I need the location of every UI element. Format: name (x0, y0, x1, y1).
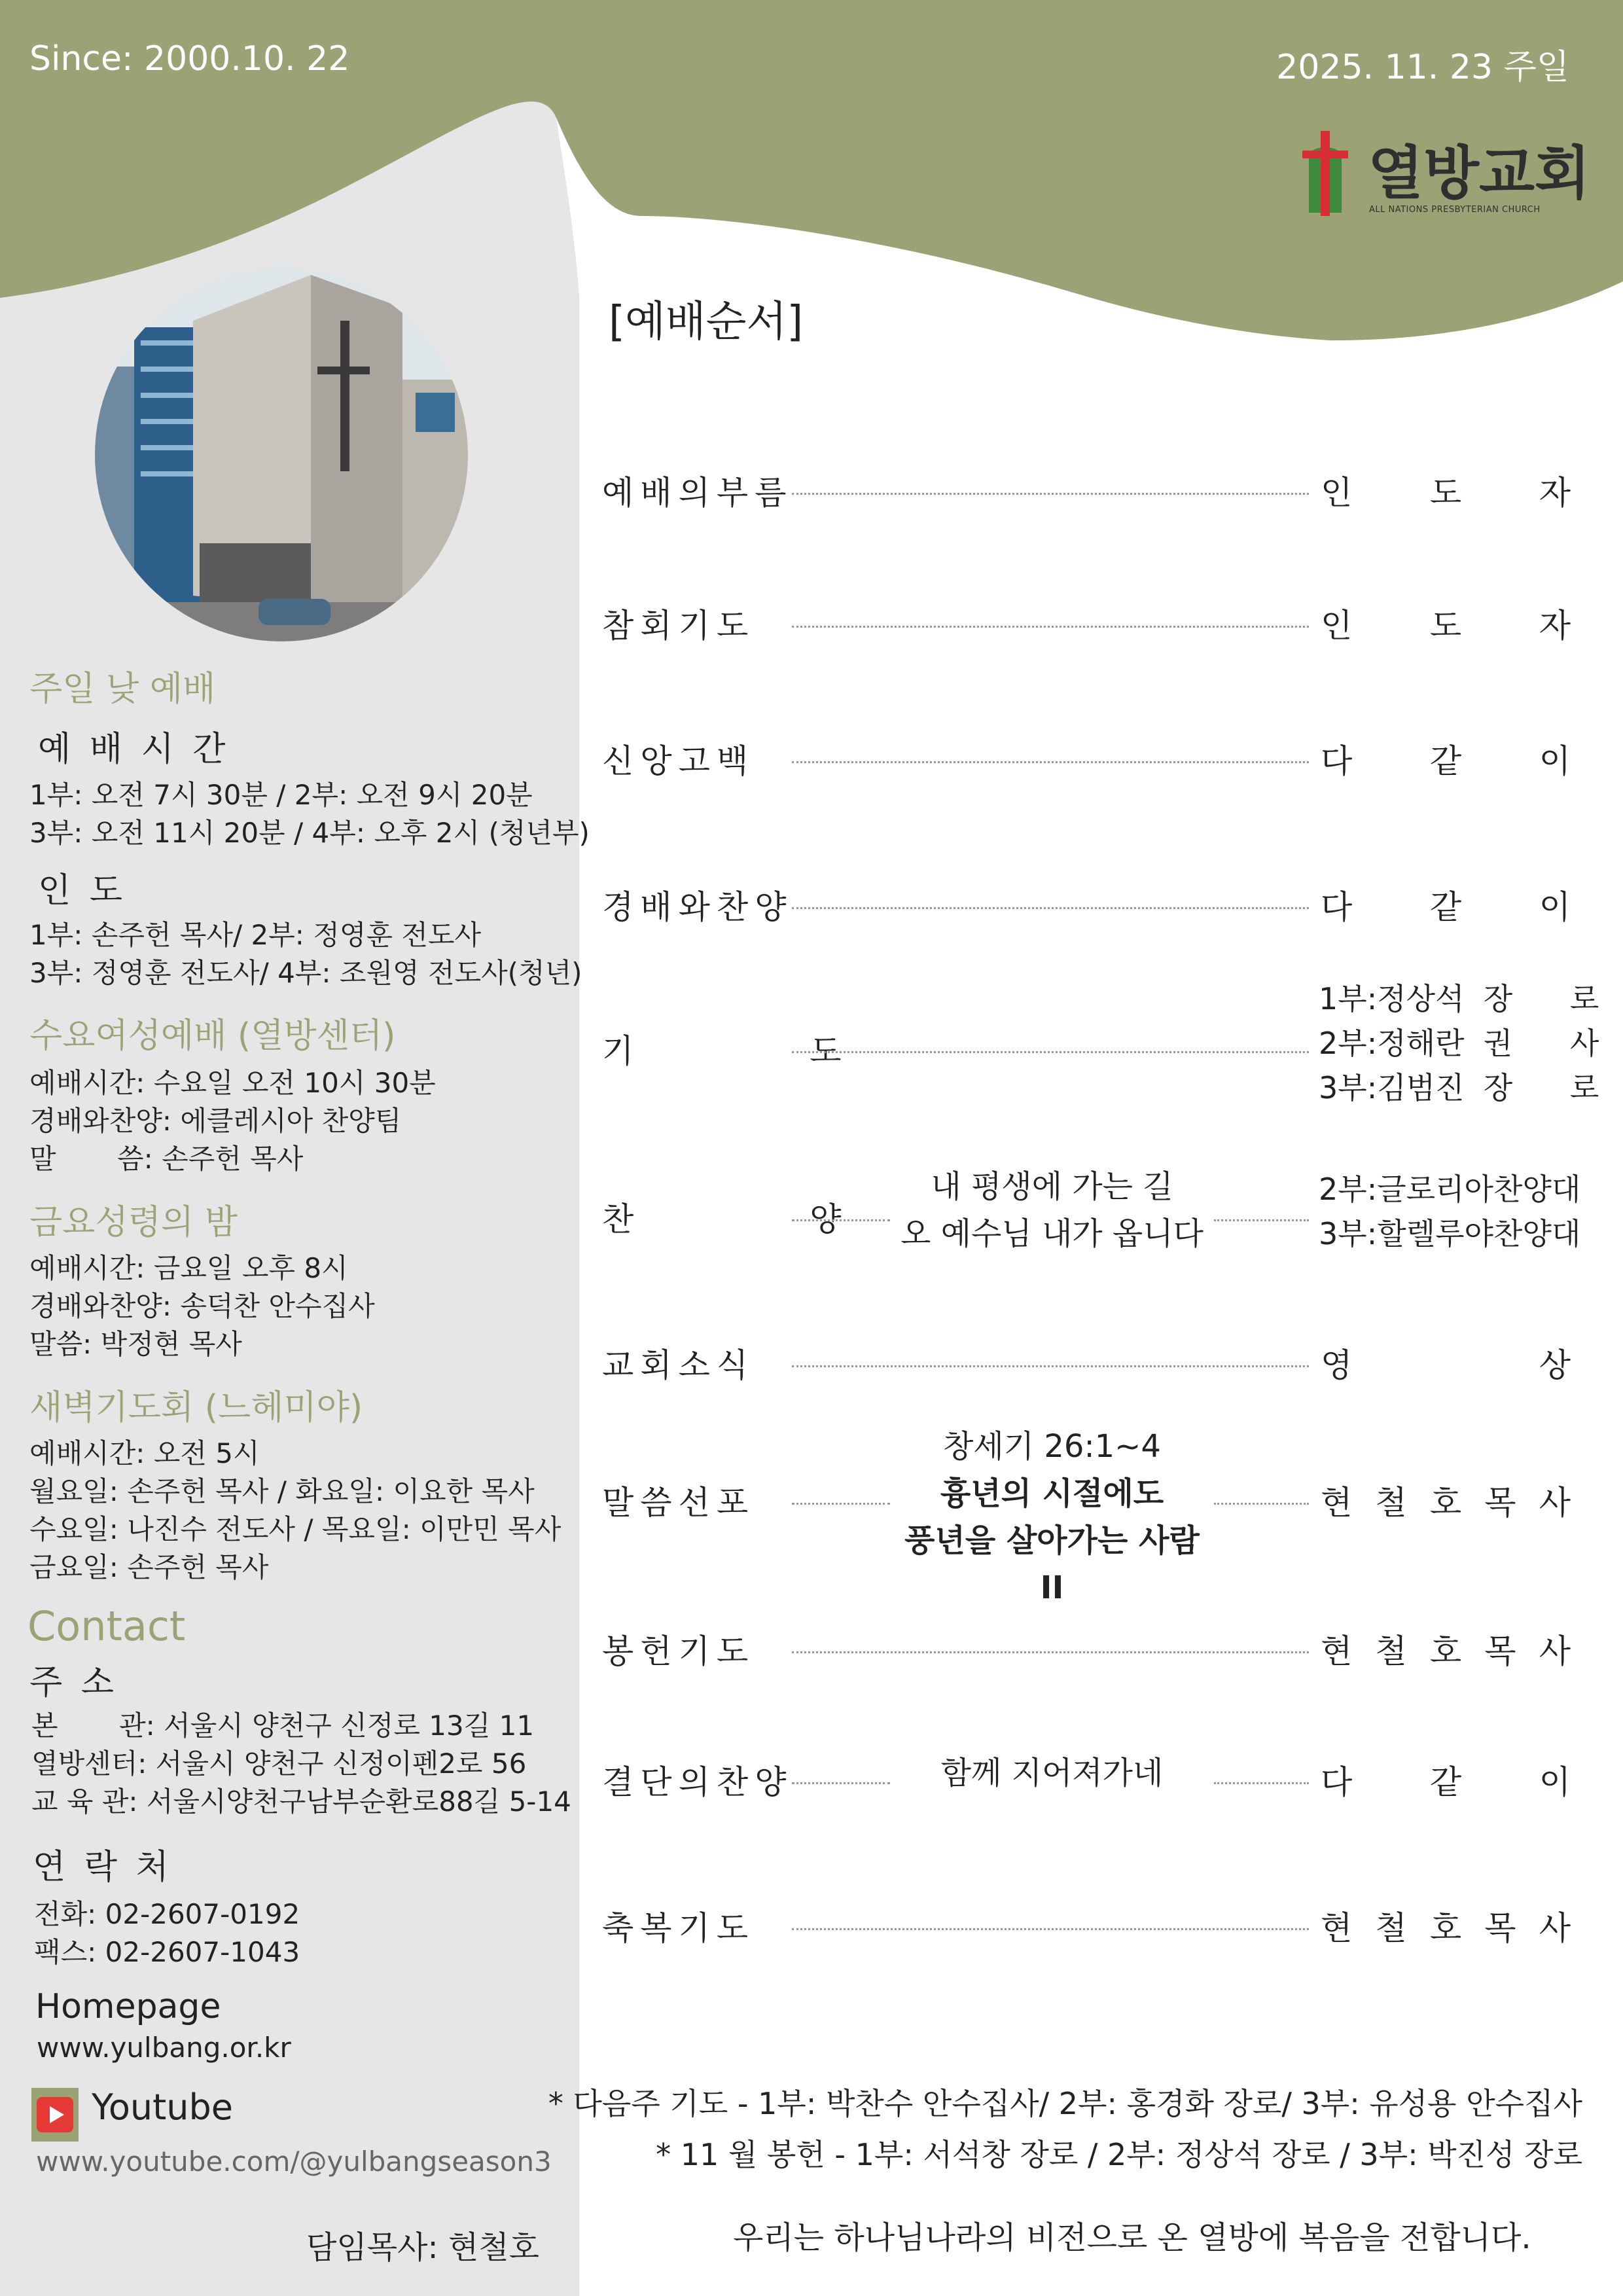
leader-char: 다 (1321, 742, 1353, 780)
leader-dots (1214, 1219, 1309, 1221)
order-item-label: 예배의부름 (602, 474, 793, 512)
leader-char: 호 (1429, 1909, 1462, 1947)
sunday-leader-line: 3부: 정영훈 전도사/ 4부: 조원영 전도사(청년) (29, 957, 582, 989)
sunday-time-line: 1부: 오전 7시 30분 / 2부: 오전 9시 20분 (29, 779, 533, 811)
order-item-content: 함께 지어져가네 (940, 1755, 1164, 1791)
friday-service-heading: 금요성령의 밤 (29, 1203, 238, 1242)
leader-dots (792, 1503, 890, 1505)
leader-char: 사 (1539, 1632, 1571, 1670)
leader-char: 자 (1539, 474, 1571, 512)
address-line: 교 육 관: 서울시양천구남부순환로88길 5-14 (31, 1785, 571, 1818)
leader-char: 목 (1484, 1632, 1516, 1670)
order-item-label: 참회기도 (602, 607, 755, 645)
order-item-leader (1321, 467, 1571, 514)
leader-char: 이 (1539, 888, 1571, 926)
address-line: 본 관: 서울시 양천구 신정로 13길 11 (31, 1710, 535, 1742)
order-item-leader (1321, 1477, 1571, 1524)
order-item-leader (1321, 1756, 1571, 1803)
leader-dots (792, 1051, 1309, 1053)
wednesday-line: 말 씀: 손주헌 목사 (29, 1143, 304, 1175)
leader-char: 현 (1321, 1909, 1353, 1947)
sunday-leader-line: 1부: 손주헌 목사/ 2부: 정영훈 전도사 (29, 919, 482, 951)
sunday-time-title: 예 배 시 간 (38, 730, 230, 769)
order-of-service-title: [예배순서] (609, 298, 804, 346)
sunday-service-heading: 주일 낮 예배 (29, 670, 216, 709)
leader-char: 이 (1539, 742, 1571, 780)
leader-char: 사 (1539, 1909, 1571, 1947)
leader-char: 인 (1321, 607, 1353, 645)
leader-char: 같 (1429, 742, 1462, 780)
phone-line: 전화: 02-2607-0192 (34, 1898, 300, 1930)
logo-cross-icon (1296, 131, 1355, 216)
order-item-leader: 2부:정해란 권 사 (1319, 1026, 1599, 1061)
sunday-time-line: 3부: 오전 11시 20분 / 4부: 오후 2시 (청년부) (29, 817, 590, 849)
leader-dots (792, 1928, 1309, 1930)
order-item-label: 결단의찬양 (602, 1763, 793, 1801)
leader-char: 자 (1539, 607, 1571, 645)
leader-char: 도 (1429, 474, 1462, 512)
leader-dots (792, 761, 1309, 763)
leader-char: 같 (1429, 1763, 1462, 1801)
friday-line: 예배시간: 금요일 오후 8시 (29, 1252, 348, 1284)
leader-char: 인 (1321, 474, 1353, 512)
order-item-leader (1321, 735, 1571, 782)
leader-char: 현 (1321, 1632, 1353, 1670)
address-line: 열방센터: 서울시 양천구 신정이펜2로 56 (31, 1748, 527, 1780)
leader-dots (792, 493, 1309, 495)
november-offering-note: * 11 월 봉헌 - 1부: 서석창 장로 / 2부: 정상석 장로 / 3부: 박진성 장로 (656, 2137, 1582, 2172)
church-motto: 우리는 하나님나라의 비전으로 온 열방에 복음을 전합니다. (733, 2219, 1531, 2256)
church-building-photo (95, 268, 468, 641)
leader-dots (792, 626, 1309, 628)
dawn-prayer-heading: 새벽기도회 (느헤미야) (29, 1388, 363, 1427)
order-item-content: 오 예수님 내가 옵니다 (900, 1215, 1204, 1252)
leader-dots (792, 1219, 890, 1221)
order-item-leader: 1부:정상석 장 로 (1319, 981, 1599, 1016)
contact-heading: Contact (27, 1602, 186, 1650)
dawn-line: 예배시간: 오전 5시 (29, 1437, 260, 1469)
leader-char: 호 (1429, 1484, 1462, 1522)
order-item-leader (1321, 600, 1571, 647)
wednesday-line: 예배시간: 수요일 오전 10시 30분 (29, 1067, 436, 1099)
dawn-line: 수요일: 나진수 전도사 / 목요일: 이만민 목사 (29, 1513, 562, 1545)
wednesday-line: 경배와찬양: 에클레시아 찬양팀 (29, 1105, 402, 1137)
logo-subtitle: ALL NATIONS PRESBYTERIAN CHURCH (1369, 205, 1541, 215)
order-item-label: 말씀선포 (602, 1484, 755, 1522)
service-date: 2025. 11. 23 주일 (1276, 48, 1569, 87)
senior-pastor: 담임목사: 현철호 (306, 2229, 540, 2266)
since-date: Since: 2000.10. 22 (29, 39, 350, 79)
sunday-leader-title: 인 도 (38, 871, 126, 910)
leader-char: 목 (1484, 1484, 1516, 1522)
leader-char: 영 (1321, 1346, 1353, 1384)
order-item-content: 흉년의 시절에도 (940, 1475, 1164, 1512)
leader-char: 철 (1375, 1484, 1407, 1522)
leader-char: 도 (1429, 607, 1462, 645)
next-week-prayer-note: * 다음주 기도 - 1부: 박찬수 안수집사/ 2부: 홍경화 장로/ 3부: 유성용 안수집사 (548, 2086, 1582, 2121)
leader-dots (792, 1651, 1309, 1653)
youtube-link[interactable]: www.youtube.com/@yulbangseason3 (36, 2145, 552, 2178)
leader-char: 철 (1375, 1909, 1407, 1947)
order-item-label: 신앙고백 (602, 742, 755, 780)
order-item-content: 창세기 26:1~4 (943, 1428, 1161, 1465)
friday-line: 경배와찬양: 송덕찬 안수집사 (29, 1290, 375, 1322)
order-item-leader: 3부:할렐루야찬양대 (1319, 1216, 1581, 1251)
wednesday-service-heading: 수요여성예배 (열방센터) (29, 1016, 396, 1056)
leader-char: 다 (1321, 1763, 1353, 1801)
order-item-leader (1321, 1339, 1571, 1386)
logo-name: 열방교회 (1368, 139, 1591, 207)
church-logo (1296, 128, 1591, 226)
order-item-label: 경배와찬양 (602, 888, 793, 926)
order-item-content: 풍년을 살아가는 사람 II (904, 1522, 1200, 1606)
leader-char: 같 (1429, 888, 1462, 926)
leader-dots (1214, 1503, 1309, 1505)
leader-dots (792, 1782, 890, 1784)
order-item-label: 기 도 (602, 1032, 848, 1070)
order-item-leader (1321, 1625, 1571, 1672)
order-item-leader (1321, 881, 1571, 928)
order-item-label: 축복기도 (602, 1909, 755, 1947)
leader-char: 철 (1375, 1632, 1407, 1670)
leader-char: 다 (1321, 888, 1353, 926)
youtube-play-icon[interactable] (31, 2088, 79, 2142)
phone-title: 연 락 처 (33, 1848, 173, 1887)
homepage-title: Homepage (35, 1987, 221, 2026)
order-item-leader (1321, 1902, 1571, 1949)
leader-char: 목 (1484, 1909, 1516, 1947)
leader-char: 상 (1539, 1346, 1571, 1384)
order-item-label: 교회소식 (602, 1346, 755, 1384)
dawn-line: 월요일: 손주헌 목사 / 화요일: 이요한 목사 (29, 1475, 535, 1507)
dawn-line: 금요일: 손주헌 목사 (29, 1551, 269, 1583)
fax-line: 팩스: 02-2607-1043 (34, 1936, 300, 1968)
leader-dots (792, 1365, 1309, 1367)
leader-char: 호 (1429, 1632, 1462, 1670)
homepage-link[interactable]: www.yulbang.or.kr (37, 2032, 291, 2064)
order-item-label: 봉헌기도 (602, 1632, 755, 1670)
leader-char: 사 (1539, 1484, 1571, 1522)
leader-dots (792, 907, 1309, 909)
friday-line: 말씀: 박정현 목사 (29, 1328, 242, 1360)
order-item-content: 내 평생에 가는 길 (931, 1168, 1173, 1205)
leader-char: 현 (1321, 1484, 1353, 1522)
leader-char: 이 (1539, 1763, 1571, 1801)
order-item-leader: 3부:김범진 장 로 (1319, 1070, 1599, 1105)
order-item-label: 찬 양 (602, 1200, 848, 1238)
order-item-leader: 2부:글로리아찬양대 (1319, 1172, 1581, 1207)
leader-dots (1214, 1782, 1309, 1784)
youtube-title: Youtube (92, 2087, 233, 2128)
address-title: 주 소 (29, 1663, 118, 1702)
